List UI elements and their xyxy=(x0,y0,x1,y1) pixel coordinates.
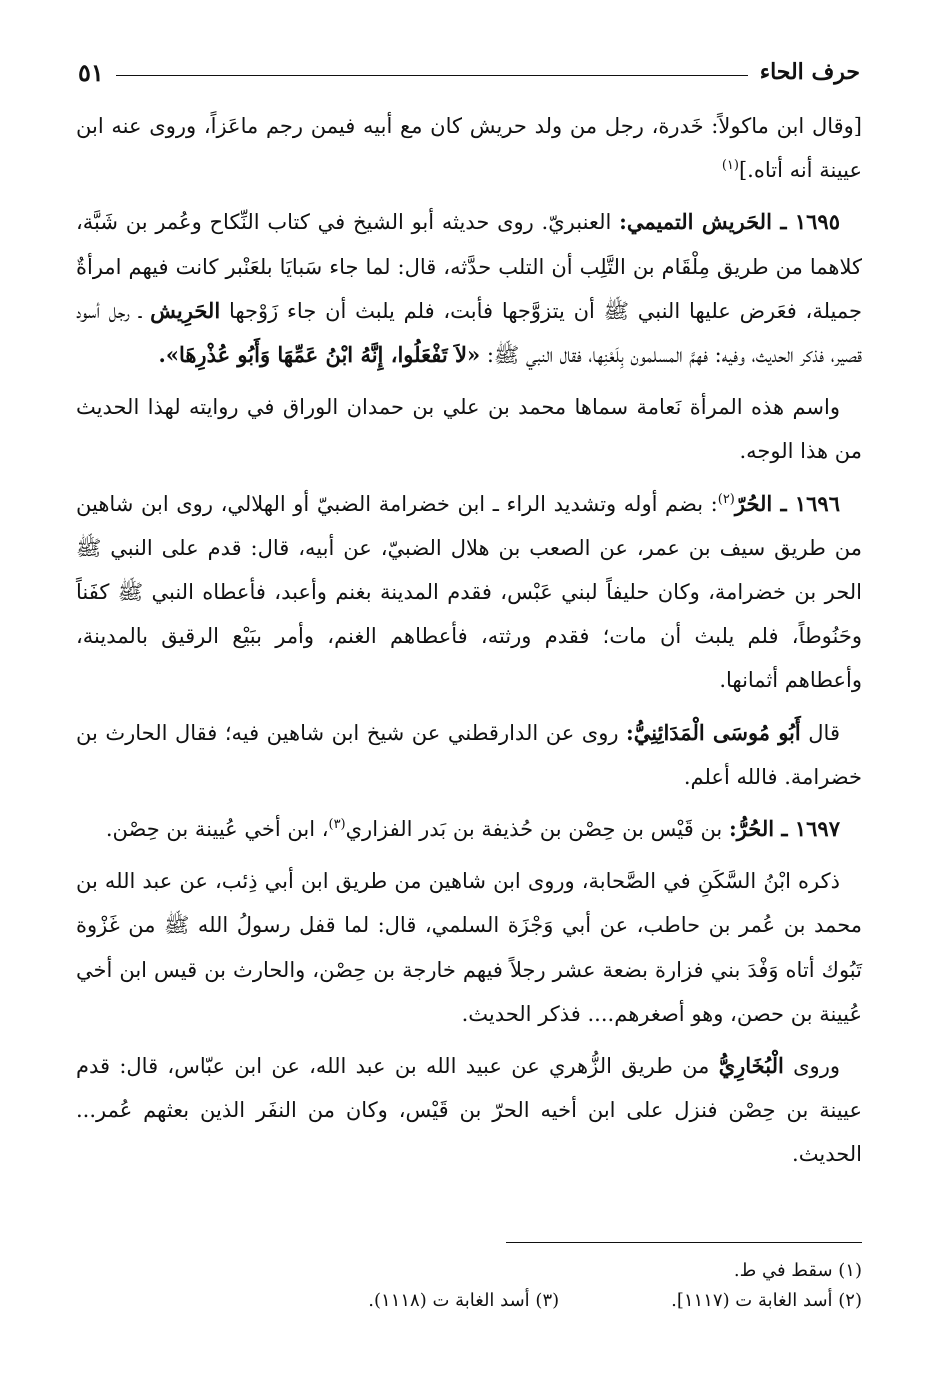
footnote-ref: (١) xyxy=(721,158,739,174)
footnote-2: (٢) أسد الغابة ت (١١١٧]. xyxy=(671,1290,862,1311)
paragraph-madaini xyxy=(76,711,862,799)
footnote-ref: (٢) xyxy=(717,491,735,507)
entry-heading: ١٦٩٦ ـ الحُرّ xyxy=(734,490,840,516)
scholar-name: أَبُو مُوسَى الْمَدَائِنِيُّ: xyxy=(626,719,801,745)
entry-1696 xyxy=(76,482,862,703)
paragraph-text: ذكره ابْنُ السَّكَنِ في الصَّحابة، وروى ابن شاهين من طريق ابن أبي ذِئب، عن عبد الله بن محمد بن عُمر بن حاطب، عن أبي وَجْزَة السلمي، قال: لما قفل رسولُ الله ﷺ من غَزْوة تَبُوك أتاه وَفْدَ بني فزارة بضعة عشر رجلاً فيهم خارجة بن حِصْن، والحارث بن قيس ابن أخي عُيينة بن حصن، وهو أصغرهم.... فذكر الحديث. xyxy=(76,869,862,1026)
page-number: ٥١ xyxy=(78,57,104,87)
footnote-ref: (٣) xyxy=(328,817,346,833)
scholar-name: الْبُخَارِيُّ xyxy=(718,1053,784,1079)
footnote-row xyxy=(82,1286,862,1316)
main-text xyxy=(76,104,862,1185)
running-title: حرف الحاء xyxy=(759,59,860,85)
footnote-1: (١) سقط في ط. xyxy=(733,1260,862,1281)
footnote-3: (٣) أسد الغابة ت (١١١٨). xyxy=(368,1290,560,1311)
header-rule xyxy=(116,75,748,76)
footnote-row xyxy=(82,1256,862,1286)
paragraph-text: روى عن الدارقطني عن شيخ ابن شاهين فيه؛ فقال الحارث بن خضرامة. فالله أعلم. xyxy=(76,720,862,789)
entry-text: ، ابن أخي عُيينة بن حِصْن. xyxy=(105,817,329,842)
paragraph-text: قال xyxy=(808,720,840,745)
entry-1697 xyxy=(76,807,862,851)
paragraph-text: واسم هذه المرأة نَعامة سماها محمد بن علي بن حمدان الوراق في روايته لهذا الحديث من هذا الوجه. xyxy=(76,395,862,464)
page-header xyxy=(78,52,860,92)
hadith-quote: «لاَ تَفْعَلُوا، إِنَّهُ ابْنُ عَمِّهَا وَأَبُو عُذْرِهَا». xyxy=(158,342,481,368)
paragraph-bracketed-note xyxy=(76,104,862,192)
entry-1695 xyxy=(76,200,862,377)
entry-name: الحَرِيش xyxy=(150,297,221,323)
entry-heading: ١٦٩٥ ـ الحَريش التميمي: xyxy=(619,209,840,235)
footnote-rule xyxy=(506,1242,862,1243)
paragraph-text: [وقال ابن ماكولاً: خَدرة، رجل من ولد حريش كان مع أبيه فيمن رجم ماعَزاً، وروى عنه ابن عيينة أنه أتاه.] xyxy=(76,114,862,183)
footnotes xyxy=(82,1256,862,1316)
entry-text: ـ رجل أسود قصير، فذكر الحديث، وفيه: فهمَّ المسلمون بِلَعْنِها، فقال النبي ﷺ: xyxy=(76,298,862,368)
paragraph-text: وروى xyxy=(793,1054,840,1079)
paragraph-ibn-sakan xyxy=(76,859,862,1036)
entry-heading: ١٦٩٧ ـ الحُرُّ: xyxy=(728,816,840,842)
entry-text: العنبريّ. روى حديثه أبو الشيخ في كتاب النِّكاح وعُمر بن شَبَّة، كلاهما من طريق مِلْقَام بن التَّلِب أن التلب حدَّثه، قال: لما جاء سَبايَا بلعَنْبر كانت فيهم امرأةٌ جميلة، فعَرض عليها النبي ﷺ أن يتزوَّجها فأبت، فلم يلبث أن جاء زَوْجها xyxy=(76,210,862,323)
paragraph-text: من طريق الزُّهري عن عبيد الله بن عبد الله، عن ابن عبّاس، قال: قدم عيينة بن حِصْن فنزل على ابن أخيه الحرّ بن قَيْس، وكان من النفَر الذين بعثهم عُمر... الحديث. xyxy=(76,1054,862,1167)
entry-text: بن قَيْس بن حِصْن بن حُذيفة بن بَدر الفزاري xyxy=(345,817,723,842)
paragraph-bukhari xyxy=(76,1044,862,1177)
paragraph-woman-name xyxy=(76,385,862,473)
entry-text: : بضم أوله وتشديد الراء ـ ابن خضرامة الضبيّ أو الهلالي، روى ابن شاهين من طريق سيف بن عمر، عن الصعب بن هلال الضبيّ، عن أبيه، قال: قدم على النبي ﷺ الحر بن خضرامة، وكان حليفاً لبني عَبْس، فقدم المدينة بغنم وأعبد، فأعطاه النبي ﷺ كفَناً وحَنُوطاً، فلم يلبث أن مات؛ فقدم ورثته، فأعطاهم الغنم، وأمر ببَيْع الرقيق بالمدينة، وأعطاهم أثمانها. xyxy=(76,491,862,693)
